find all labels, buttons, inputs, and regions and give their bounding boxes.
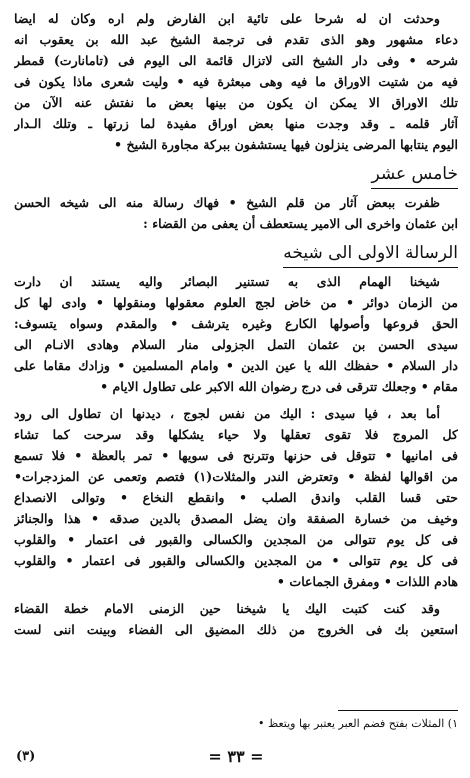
text-line: فى كل يوم تتوالى من المجدين والكسالى والقبور فى اعتمار • والقلوب — [14, 532, 458, 547]
text-line: اليوم ينتابها المرضى ينزلون فيها يستشفون ببركة مجاورة الشيخ • — [114, 137, 458, 152]
section-heading-wrap — [14, 161, 458, 189]
page-footer — [14, 746, 458, 768]
page-number: = ٣٣ = — [208, 747, 264, 766]
text-line: وقد كنت كتبت اليك يا شيخنا حين الزمنى الامام خطة القضاء — [14, 601, 440, 616]
text-line: آثار قلمه ـ وقد وجدت منها بعض اوراق مفيدة لما زرتها ـ وتلك الـدار — [14, 116, 458, 131]
section-heading: خامس عشر — [371, 161, 458, 189]
text-line: فى كل يوم تتوالى • من المجدين والكسالى والقبور فى اعتمار • والقلوب — [14, 553, 458, 568]
text-line: من اقوالها لفظة • وتعترض الندر والمثلات(١) فتصم وتعمى عن المزدجرات• — [14, 469, 458, 484]
text-line: فى امانيها • تتوقل فى حزنها وتترنح فى سويها • تمر بالعظة • فلا تسمع — [14, 448, 458, 463]
letter-heading-wrap — [14, 240, 458, 268]
paragraph-closing — [14, 598, 458, 640]
text-line: تلك الاوراق الا يمكن ان يكون من بينها بعض ما نفتش عنه الآن من — [14, 95, 458, 110]
paragraph-letters-intro — [14, 192, 458, 234]
text-line: ظفرت ببعض آثار من قلم الشيخ • فهاك رسالة منه الى شيخه الحسن — [14, 195, 440, 210]
text-line: حتى قسا القلب واندق الصلب • وانقطع النخاع • وتوالى الانصداع — [14, 490, 458, 505]
text-line: هادم اللذات • ومفرق الجماعات • — [276, 574, 458, 589]
text-line: وحدثت ان له شرحا على تائية ابن الفارض ولم اره وكان له ايضا — [14, 11, 440, 26]
text-line: ابن عثمان واخرى الى الامير يستعطف أن يعفى من القضاء : — [143, 216, 458, 231]
text-line: دعاء مشهور وهو الذى تقدم فى ترجمة الشيخ عبد الله بن يعقوب انه — [14, 32, 458, 47]
document-page — [14, 6, 458, 772]
text-line: فيه من شتيت الاوراق ما فيه وهى مبعثرة فيه • وليت شعرى ماذا يكون فى — [14, 74, 458, 89]
letter-heading: الرسالة الاولى الى شيخه — [283, 240, 458, 268]
text-line: سيدى الحسن بن عثمان التمل الجزولى منار السلام وهادى الانـام الى — [14, 337, 458, 352]
text-line: من الزمان دوائر • من خاض لجج العلوم معقولها ومنقولها • وادى لها كل — [14, 295, 458, 310]
paragraph-salutation — [14, 271, 458, 397]
text-line: كل المروج فلا تقوى تعقلها ولا حياء يشكلها وقد سرحت كما تشاء — [14, 427, 458, 442]
text-line: شرحه • وفى دار الشيخ التى لاتزال قائمة الى اليوم فى (تامانارت) قمطر — [14, 53, 458, 68]
paragraph-body — [14, 403, 458, 592]
footnote-divider — [338, 710, 458, 711]
section-number: (٣) — [16, 749, 36, 764]
text-line: دار السلام • حفظك الله يا عين الدين • وامام المسلمين • وزادك مقاما على — [14, 358, 458, 373]
text-line: أما بعد ، فيا سيدى : اليك من نفس لجوج ، ديدنها ان تطاول الى رود — [14, 406, 440, 421]
text-line: استعين بك فى الخروج من ذلك المضيق الى الفضاء وبينت اننى لست — [14, 622, 458, 637]
text-line: وخيف من خسارة الصفقة وان يضل المصدق بالدين صدقه • هذا والجنائز — [14, 511, 458, 526]
text-line: شيخنا الهمام الذى به تستنير البصائر واليه يستند ان دارت — [14, 274, 440, 289]
footnote: ١) المثلات بفتح فضم العبر يعتبر بها ويتعظ • — [258, 717, 458, 730]
text-line: الحق فروعها وأصولها الكارع وغيره يترشف • والمقدم وسواه يتسوف: — [14, 316, 458, 331]
text-line: مقام • وجعلك تترقى فى درج رضوان الله الاكبر على تطاول الايام • — [100, 379, 458, 394]
paragraph-intro — [14, 8, 458, 155]
